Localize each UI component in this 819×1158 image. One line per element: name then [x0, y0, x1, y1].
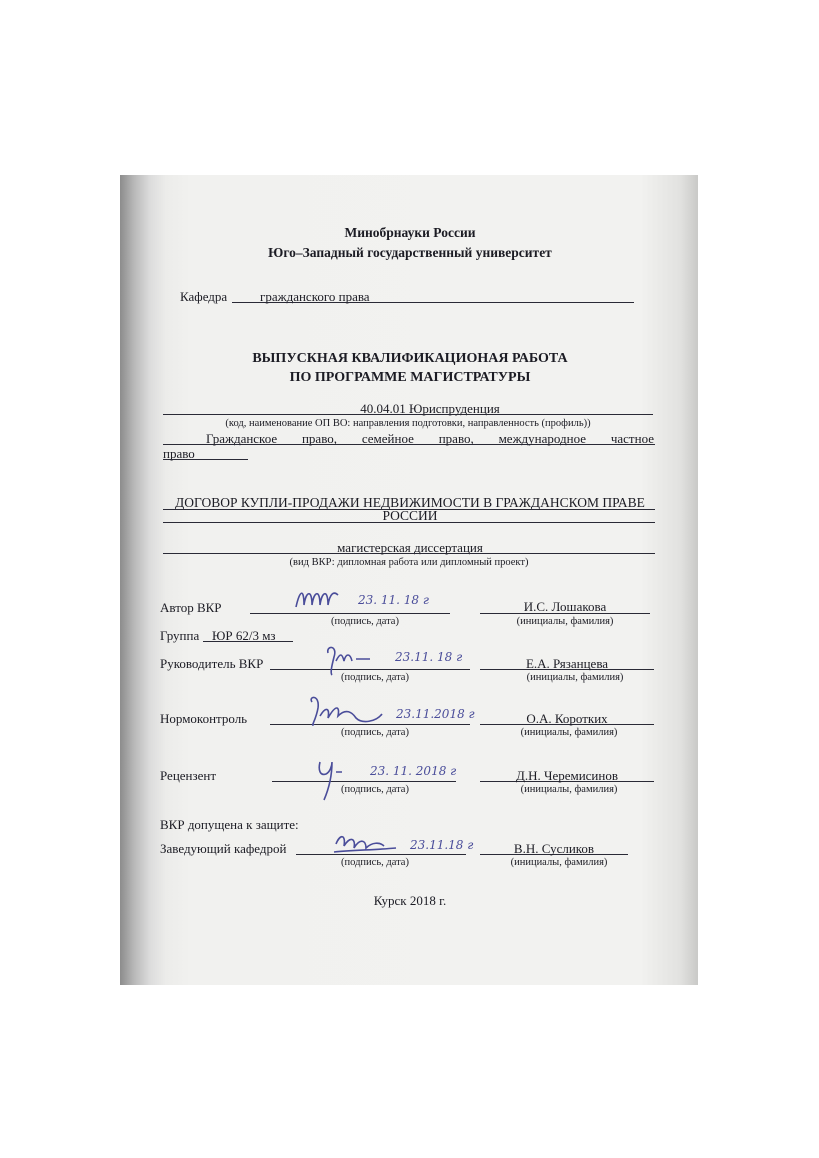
place-year: Курск 2018 г.	[373, 893, 447, 908]
head-name-caption: (инициалы, фамилия)	[510, 857, 608, 868]
program-profile-line2: право	[163, 446, 195, 461]
university-name: Юго–Западный государственный университет	[268, 245, 552, 260]
author-signature-icon	[292, 585, 342, 613]
title-underline-2	[163, 522, 655, 523]
ministry-name: Минобрнауки России	[344, 225, 476, 240]
thesis-kind: магистерская диссертация	[337, 540, 483, 555]
normcontrol-name-caption: (инициалы, фамилия)	[520, 727, 618, 738]
supervisor-name: Е.А. Рязанцева	[525, 656, 609, 671]
profile-underline-1	[163, 444, 655, 445]
author-label: Автор ВКР	[160, 600, 222, 615]
author-name-caption: (инициалы, фамилия)	[516, 616, 614, 627]
supervisor-label: Руководитель ВКР	[160, 656, 264, 671]
kind-underline	[163, 553, 655, 554]
group-underline	[203, 641, 293, 642]
reviewer-name-caption: (инициалы, фамилия)	[520, 784, 618, 795]
normcontrol-label: Нормоконтроль	[160, 711, 248, 726]
head-date: 23.11.18 г	[410, 838, 474, 852]
department-value: гражданского права	[260, 289, 370, 304]
normcontrol-signature-caption: (подпись, дата)	[341, 727, 409, 738]
profile-underline-2	[163, 459, 248, 460]
department-underline	[232, 302, 634, 303]
normcontrol-name: О.А. Коротких	[526, 711, 608, 726]
thesis-title-line2: РОССИИ	[382, 508, 438, 523]
head-signature-icon	[330, 830, 400, 858]
author-date: 23. 11. 18 г	[358, 593, 429, 607]
program-caption: (код, наименование ОП ВО: направления подготовки, направленность (профиль))	[225, 418, 591, 429]
thesis-title-line1: ДОГОВОР КУПЛИ-ПРОДАЖИ НЕДВИЖИМОСТИ В ГРАЖДАНСКОМ ПРАВЕ	[175, 495, 645, 510]
supervisor-date: 23.11. 18 г	[395, 650, 463, 664]
reviewer-date: 23. 11. 2018 г	[370, 764, 457, 778]
thesis-kind-caption: (вид ВКР: дипломная работа или дипломный проект)	[289, 557, 529, 568]
head-name: В.Н. Сусликов	[513, 841, 595, 856]
reviewer-name: Д.Н. Черемисинов	[515, 768, 618, 783]
head-label: Заведующий кафедрой	[160, 841, 287, 856]
supervisor-name-caption: (инициалы, фамилия)	[526, 672, 624, 683]
group-value: ЮР 62/3 мз	[212, 628, 276, 643]
work-type-line1: ВЫПУСКНАЯ КВАЛИФИКАЦИОНАЯ РАБОТА	[252, 351, 568, 366]
author-signature-caption: (подпись, дата)	[331, 616, 399, 627]
program-code: 40.04.01 Юриспруденция	[360, 401, 500, 416]
admission-label: ВКР допущена к защите:	[160, 817, 299, 832]
normcontrol-date: 23.11.2018 г	[396, 707, 475, 721]
reviewer-label: Рецензент	[160, 768, 217, 783]
author-name: И.С. Лошакова	[523, 599, 607, 614]
head-signature-caption: (подпись, дата)	[341, 857, 409, 868]
program-underline	[163, 414, 653, 415]
group-label: Группа	[160, 628, 200, 643]
reviewer-signature-caption: (подпись, дата)	[341, 784, 409, 795]
department-label: Кафедра	[180, 289, 228, 304]
work-type-line2: ПО ПРОГРАММЕ МАГИСТРАТУРЫ	[289, 370, 531, 385]
program-profile-line1: Гражданское право, семейное право, международное частное	[206, 431, 654, 446]
supervisor-signature-caption: (подпись, дата)	[341, 672, 409, 683]
